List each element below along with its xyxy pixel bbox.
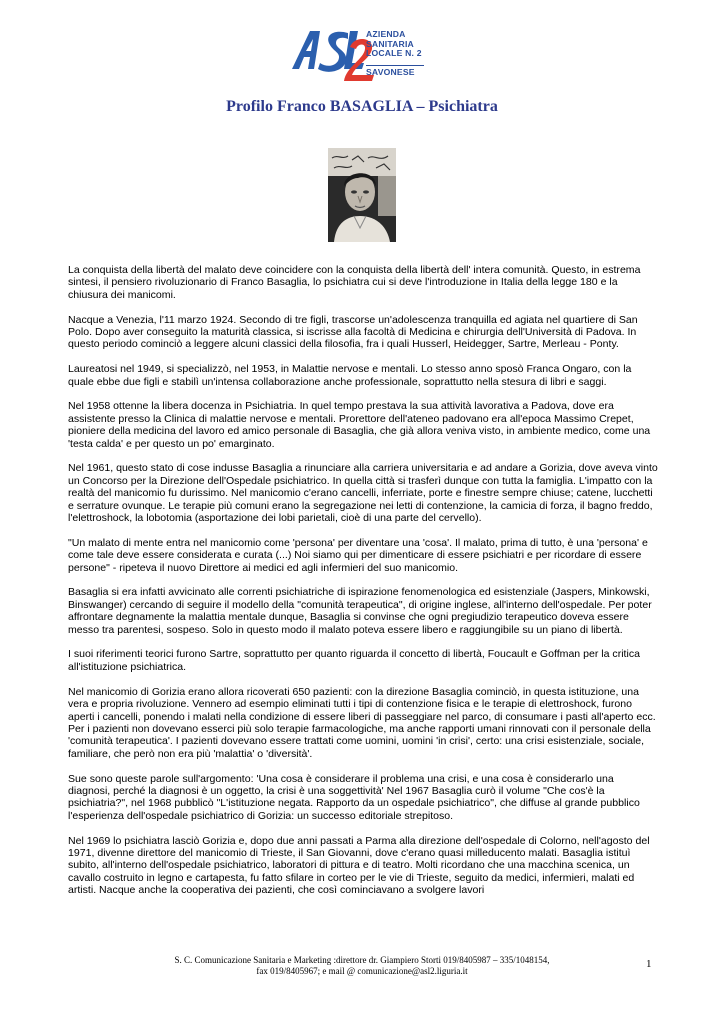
logo-line-2: SANITARIA bbox=[366, 38, 414, 49]
logo-subtitle: SAVONESE bbox=[366, 67, 415, 77]
page-number: 1 bbox=[646, 958, 652, 970]
paragraph: Nel 1969 lo psichiatra lasciò Gorizia e, dopo due anni passati a Parma alla direzione dell'ospedale di Colorno, nell'agosto del 1971, divenne direttore del manicomio di Trieste, il San Giovanni, dove c'erano quasi milleducento malati. Basaglia istituì subito, all'interno dell'ospedale psichiatrico, laboratori di pittura e di teatro. Molti ricordano che una macchina scenica, un cavallo costruito in legno e cartapesta, fu fatto sfilare in corteo per le vie di Trieste, seguito da medici, infermieri, malati ed artisti. Nacque anche la cooperativa dei pazienti, che così cominciavano a svolgere lavori bbox=[68, 834, 650, 897]
paragraph: Basaglia si era infatti avvicinato alle correnti psichiatriche di ispirazione fenomenologica ed esistenziale (Jaspers, Minkowski, Binswanger) cercando di seguire il modello della "comunità terapeutica", di origine inglese, all'interno dell'ospedale. Per poter affrontare degnamente la malattia mentale dunque, Basaglia si convinse che ogni pregiudizio terapeutico doveva essere messo tra parentesi, sospeso. Solo in questo modo il malato poteva essere libero e raggiungibile su un piano di libertà. bbox=[68, 586, 652, 636]
portrait-photo bbox=[328, 148, 396, 242]
page-title: Profilo Franco BASAGLIA – Psichiatra bbox=[226, 98, 498, 115]
paragraph: Nel manicomio di Gorizia erano allora ricoverati 650 pazienti: con la direzione Basaglia cominciò, in questa istituzione, una vera e propria rivoluzione. Vennero ad esempio eliminati tutti i tipi di contenzione fisica e le terapie di elettroshock, furono aperti i cancelli, ponendo i malati nella condizione di essere liberi di passeggiare nel parco, di consumare i pasti all'aperto ecc. Per i pazienti non dovevano esserci più solo terapie farmacologiche, ma anche rapporti umani rinnovati con il personale della 'comunità terapeutica'. I pazienti dovevano essere trattati come uomini, uomini 'in crisi', certo: una crisi esistenziale, sociale, familiare, che però non era più 'malattia' o 'diversità'. bbox=[68, 685, 656, 760]
logo-letter-a bbox=[292, 31, 320, 69]
paragraph: Laureatosi nel 1949, si specializzò, nel 1953, in Malattie nervose e mentali. Lo stesso anno sposò Franca Ongaro, con la quale ebbe due figli e stabilì un'intensa collaborazione anche professionale, soprattutto nella stesura di libri e saggi. bbox=[68, 363, 632, 388]
logo-line-1: AZIENDA bbox=[366, 29, 406, 39]
article-body bbox=[68, 264, 658, 909]
logo-text bbox=[366, 30, 466, 59]
paragraph: Nel 1958 ottenne la libera docenza in Psichiatria. In quel tempo prestava la sua attività lavorativa a Padova, dove era assistente presso la Clinica di malattie nervose e mentali. Prorettore dell'ateneo padovano era all'epoca Massimo Crepet, pioniere della medicina del lavoro ed amico personale di Basaglia, che già allora veniva visto, in ambiente medico, come una 'testa calda' e per questo un po' emarginato. bbox=[68, 400, 651, 450]
paragraph: Nacque a Venezia, l'11 marzo 1924. Secondo di tre figli, trascorse un'adolescenza tranquilla ed agiata nel quartiere di San Polo. Dopo aver conseguito la maturità classica, si iscrisse alla facoltà di Medicina e chirurgia dell'Università di Padova. In questo periodo cominciò a leggere alcuni classici della filosofia, fra i quali Husserl, Heidegger, Sartre, Merleau - Ponty. bbox=[68, 313, 638, 351]
paragraph: I suoi riferimenti teorici furono Sartre, soprattutto per quanto riguarda il concetto di libertà, Foucault e Goffman per la critica all'istituzione psichiatrica. bbox=[68, 648, 640, 673]
footer-line-2: fax 019/8405967; e mail @ comunicazione@asl2.liguria.it bbox=[256, 966, 468, 976]
paragraph: "Un malato di mente entra nel manicomio come 'persona' per diventare una 'cosa'. Il malato, prima di tutto, è una 'persona' e come tale deve essere considerata e curata (...) Noi siamo qui per dimenticare di essere psichiatri e per ricordare di essere persone" - ripeteva il nuovo Direttore ai medici ed agli infermieri del suo manicomio. bbox=[68, 536, 648, 574]
logo-divider bbox=[366, 65, 424, 66]
paragraph: Sue sono queste parole sull'argomento: 'Una cosa è considerare il problema una crisi, e una cosa è considerarlo una diagnosi, perché la diagnosi è un oggetto, la crisi è una soggettività' Nel 1967 Basaglia curò il volume "Che cos'è la psichiatria?", nel 1968 pubblicò "L'istituzione negata. Rapporto da un ospedale psichiatrico", che diffuse al grande pubblico l'esperienza dell'ospedale psichiatrico di Gorizia: un successo editoriale strepitoso. bbox=[68, 772, 640, 822]
paragraph: Nel 1961, questo stato di cose indusse Basaglia a rinunciare alla carriera universitaria e ad andare a Gorizia, dove aveva vinto un Concorso per la Direzione dell'Ospedale psichiatrico. In quella città si trasferì dunque con tutta la famiglia. L'impatto con la realtà del manicomio fu durissimo. Nel manicomio c'erano cancelli, inferriate, porte e finestre sempre chiuse; catene, lucchetti e serrature ovunque. Le terapie più comuni erano la segregazione nei letti di contenzione, la camicia di forza, il bagno freddo, l'elettroshock, la lobotomia (asportazione dei lobi parietali, cioè di una parte del cervello). bbox=[68, 462, 658, 525]
logo-line-3: LOCALE N. 2 bbox=[366, 48, 422, 59]
logo-letter-s bbox=[318, 32, 348, 72]
paragraph: La conquista della libertà del malato deve coincidere con la conquista della libertà dell' intera comunità. Questo, in estrema sintesi, il pensiero rivoluzionario di Franco Basaglia, lo psichiatra cui si deve l'introduzione in Italia della legge 180 e la chiusura dei manicomi. bbox=[68, 264, 641, 301]
page-footer bbox=[0, 955, 724, 977]
footer-line-1: S. C. Comunicazione Sanitaria e Marketing :direttore dr. Giampiero Storti 019/8405987 – 335/1048154, bbox=[174, 955, 550, 965]
